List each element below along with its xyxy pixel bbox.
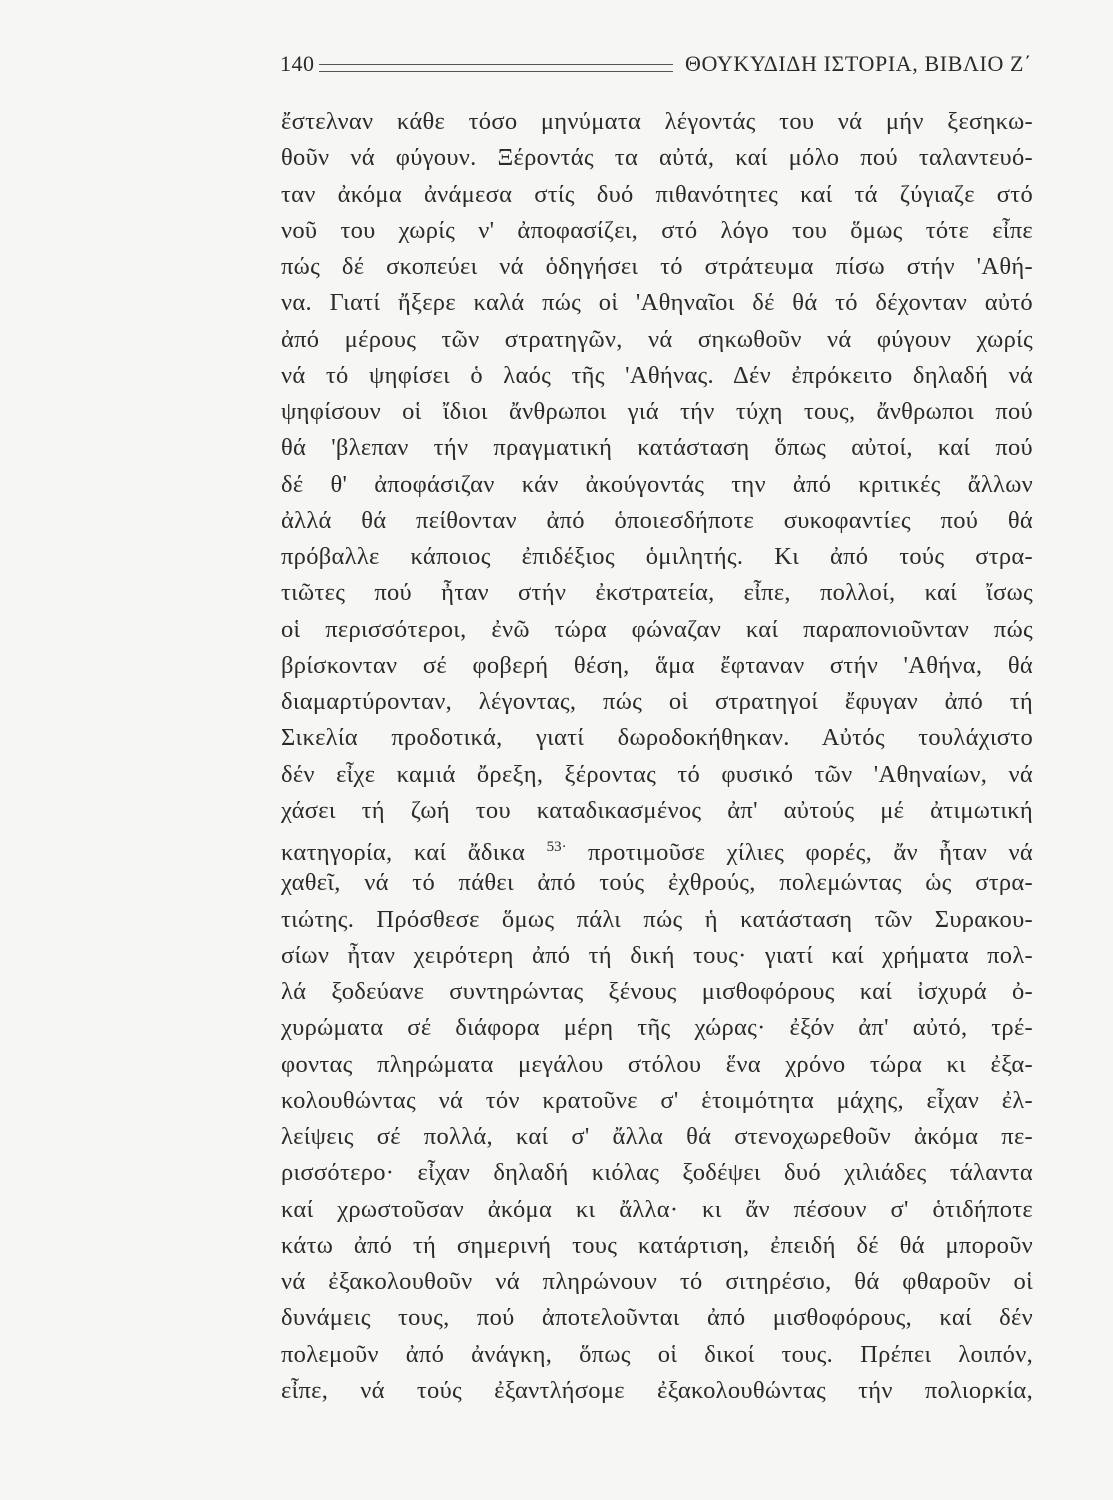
text-line: να. Γιατί ἤξερε καλά πώς οἱ 'Αθηναῖοι δέ θά τό δέχονταν αὐτό	[281, 289, 1033, 317]
footnote-line-after: προτιμοῦσε χίλιες φορές, ἄν ἦταν νά	[566, 839, 1033, 866]
text-line: πώς δέ σκοπεύει νά ὁδηγήσει τό στράτευμα πίσω στήν 'Αθή-	[281, 253, 1033, 280]
text-line: ἀλλά θά πείθονταν ἀπό ὁποιεσδήποτε συκοφαντίες πού θά	[281, 506, 1033, 534]
text-line: λά ξοδεύανε συντηρώντας ξένους μισθοφόρους καί ἰσχυρά ὀ-	[281, 978, 1033, 1005]
footnote-line-before: κατηγορία, καί ἄδικα	[281, 839, 547, 866]
text-line: ἔστελναν κάθε τόσο μηνύματα λέγοντάς του νά μήν ξεσηκω-	[281, 108, 1033, 135]
text-line: χάσει τή ζωή του καταδικασμένος ἀπ' αὐτούς μέ ἀτιμωτική	[281, 796, 1033, 824]
text-line: θοῦν νά φύγουν. Ξέροντάς τα αὐτά, καί μόλο πού ταλαντευό-	[281, 144, 1033, 172]
text-line: οἱ περισσότεροι, ἐνῶ τώρα φώναζαν καί παραπονιοῦνταν πώς	[281, 615, 1033, 643]
text-line: καί χρωστοῦσαν ἀκόμα κι ἄλλα· κι ἄν πέσουν σ' ὁτιδήποτε	[281, 1195, 1033, 1223]
text-line: λείψεις σέ πολλά, καί σ' ἄλλα θά στενοχωρεθοῦν ἀκόμα πε-	[281, 1123, 1033, 1150]
header-rule	[319, 64, 673, 72]
text-line: κάτω ἀπό τή σημερινή τους κατάρτιση, ἐπειδή δέ θά μποροῦν	[281, 1231, 1033, 1259]
text-line: δέ θ' ἀποφάσιζαν κάν ἀκούγοντάς την ἀπό κριτικές ἄλλων	[281, 470, 1033, 498]
text-line: θά 'βλεπαν τήν πραγματική κατάσταση ὅπως αὐτοί, καί πού	[281, 434, 1033, 462]
text-line: ψηφίσουν οἱ ἴδιοι ἄνθρωποι γιά τήν τύχη τους, ἄνθρωποι πού	[281, 398, 1033, 425]
text-line: πολεμοῦν ἀπό ἀνάγκη, ὅπως οἱ δικοί τους. Πρέπει λοιπόν,	[281, 1340, 1033, 1368]
text-line: φοντας πληρώματα μεγάλου στόλου ἕνα χρόνο τώρα κι ἐξα-	[281, 1050, 1033, 1078]
text-line: δυνάμεις τους, πού ἀποτελοῦνται ἀπό μισθοφόρους, καί δέν	[281, 1304, 1033, 1332]
running-title: ΘΟΥΚΥΔΙΔΗ ΙΣΤΟΡΙΑ, ΒΙΒΛΙΟ Ζ΄	[684, 51, 1032, 76]
text-line: νά ἐξακολουθοῦν νά πληρώνουν τό σιτηρέσιο, θά φθαροῦν οἱ	[281, 1268, 1033, 1295]
text-line: πρόβαλλε κάποιος ἐπιδέξιος ὁμιλητής. Κι ἀπό τούς στρα-	[281, 543, 1033, 570]
text-line: σίων ἦταν χειρότερη ἀπό τή δική τους· γιατί καί χρήματα πολ-	[281, 941, 1033, 969]
text-line: χαθεῖ, νά τό πάθει ἀπό τούς ἐχθρούς, πολεμώντας ὡς στρα-	[281, 869, 1033, 897]
text-line: νοῦ του χωρίς ν' ἀποφασίζει, στό λόγο του ὅμως τότε εἶπε	[281, 216, 1033, 244]
text-line: ταν ἀκόμα ἀνάμεσα στίς δυό πιθανότητες καί τά ζύγιαζε στό	[281, 180, 1033, 208]
text-line: νά τό ψηφίσει ὁ λαός τῆς 'Αθήνας. Δέν ἐπρόκειτο δηλαδή νά	[281, 361, 1033, 389]
text-line: τιώτης. Πρόσθεσε ὅμως πάλι πώς ἡ κατάσταση τῶν Συρακου-	[281, 905, 1033, 933]
text-line: κολουθώντας νά τόν κρατοῦνε σ' ἑτοιμότητα μάχης, εἶχαν ἐλ-	[281, 1086, 1033, 1114]
running-header	[280, 44, 1032, 84]
text-line: δέν εἶχε καμιά ὄρεξη, ξέροντας τό φυσικό τῶν 'Αθηναίων, νά	[281, 760, 1033, 788]
text-line: ἀπό μέρους τῶν στρατηγῶν, νά σηκωθοῦν νά φύγουν χωρίς	[281, 325, 1033, 353]
text-line: χυρώματα σέ διάφορα μέρη τῆς χώρας· ἐξόν ἀπ' αὐτό, τρέ-	[281, 1014, 1033, 1042]
text-line: βρίσκονταν σέ φοβερή θέση, ἅμα ἔφταναν στήν 'Αθήνα, θά	[281, 651, 1033, 679]
page-number: 140	[280, 51, 315, 76]
text-line: Σικελία προδοτικά, γιατί δωροδοκήθηκαν. Αὐτός τουλάχιστο	[281, 724, 1033, 752]
show-through-mark	[92, 470, 202, 486]
footnote-text-line	[281, 829, 1033, 865]
body-text	[281, 104, 1033, 1409]
footnote-marker[interactable]: 53·	[546, 839, 567, 855]
text-line: ρισσότερο· εἶχαν δηλαδή κιόλας ξοδέψει δυό χιλιάδες τάλαντα	[281, 1159, 1033, 1187]
text-line: διαμαρτύρονταν, λέγοντας, πώς οἱ στρατηγοί ἔφυγαν ἀπό τή	[281, 688, 1033, 715]
text-line: τιῶτες πού ἦταν στήν ἐκστρατεία, εἶπε, πολλοί, καί ἴσως	[281, 579, 1033, 607]
text-line: εἶπε, νά τούς ἐξαντλήσομε ἐξακολουθώντας τήν πολιορκία,	[281, 1376, 1033, 1404]
